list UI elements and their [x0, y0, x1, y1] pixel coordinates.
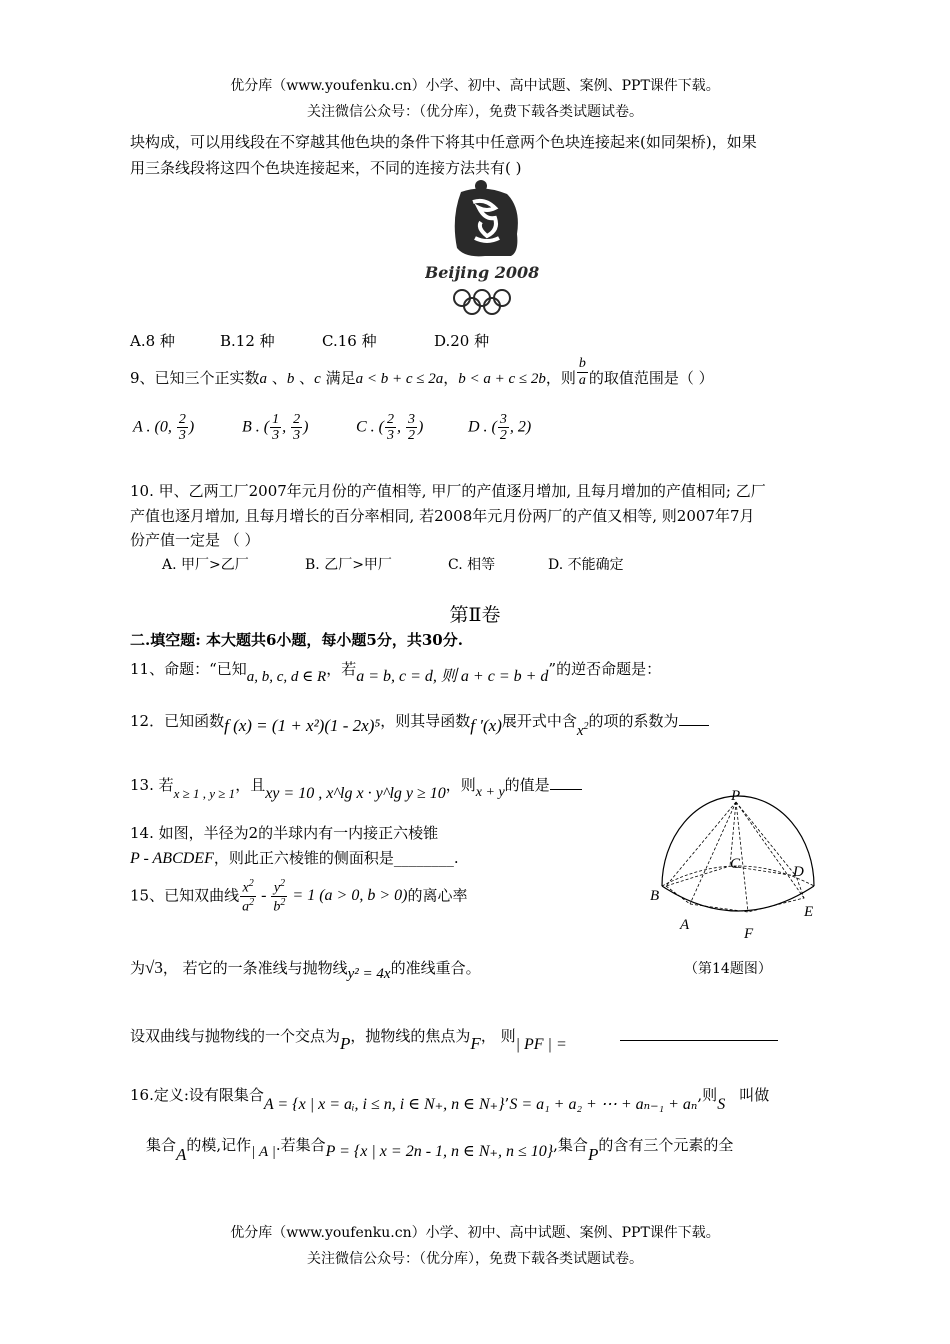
q15-line-2	[130, 957, 481, 982]
q11-prefix: 11、命题：“已知	[130, 660, 247, 678]
header-line-2: 关注微信公众号：（优分库），免费下载各类试题试卷。	[307, 104, 643, 120]
q8-option-d: D.20 种	[434, 332, 490, 350]
q15-answer-blank[interactable]	[620, 1040, 778, 1041]
q13-prefix: 13. 若	[130, 776, 174, 794]
q12-answer-blank[interactable]	[679, 725, 709, 726]
q12-tail-2: 的项的系数为	[588, 712, 679, 730]
q16-s: S	[717, 1096, 726, 1113]
q16-setdef: A = {x | x = aᵢ, i ≤ n, i ∈ N₊, n ∈ N₊}	[263, 1096, 505, 1113]
label-c: C	[730, 856, 741, 872]
q16-line-1: 16.定义:设有限集合A = {x | x = aᵢ, i ≤ n, i ∈ N₊, n ∈ N₊}’S = a₁ + a₂ + ⋯ + aₙ₋₁ + aₙ,则S叫做	[130, 1086, 770, 1113]
q15-line-3b: ，抛物线的焦点为	[350, 1027, 471, 1045]
q8-option-b: B.12 种	[220, 332, 275, 350]
q13-expr: x + y	[475, 785, 505, 800]
section-2-title: 第Ⅱ卷	[449, 604, 501, 626]
q16-sumdef: S = a₁ + a₂ + ⋯ + aₙ₋₁ + aₙ	[509, 1096, 698, 1113]
q16-set-p: P = {x | x = 2n - 1, n ∈ N₊, n ≤ 10}	[325, 1143, 554, 1160]
q13-tail: 的值是	[504, 776, 550, 794]
q8-text-1: 块构成，可以用线段在不穿越其他色块的条件下将其中任意两个色块连接起来(如同架桥)，如果	[130, 133, 757, 151]
q11	[130, 656, 662, 685]
q9-cond-label: 满足	[325, 369, 356, 387]
q9-option-b: B . ( $\frac{1}{3}$ , $\frac{2}{3}$ )	[242, 412, 309, 444]
q8-text-2: 用三条线段将这四个色块连接起来，不同的连接方法共有( )	[130, 159, 522, 177]
q9-cond-1: a < b + c ≤ 2a	[355, 371, 444, 387]
q15-pf: | PF | =	[515, 1036, 567, 1053]
footer-line-2: 关注微信公众号：（优分库），免费下载各类试题试卷。	[307, 1251, 643, 1267]
q9-then: ，则	[545, 369, 576, 387]
q10-option-c: C. 相等	[448, 557, 496, 573]
q15-line-2a: 为	[130, 959, 146, 977]
q15-sqrt: √3	[145, 958, 163, 977]
q9-option-a: A . (0, $\frac{2}{3}$ )	[133, 412, 195, 444]
q16-line-2b: 的模,记作	[186, 1136, 252, 1154]
q16-line-2e: 的含有三个元素的全	[598, 1136, 734, 1154]
q10-text-3: 份产值一定是 （ ）	[130, 531, 260, 549]
q15-line-2b: ， 若它的一条准线与抛物线	[162, 959, 348, 977]
q8-option-a: A.8 种	[130, 332, 175, 350]
q11-cond: a = b, c = d, 则 a + c = b + d	[356, 668, 549, 685]
footer-line-1: 优分库（www.youfenku.cn）小学、初中、高中试题、案例、PPT课件下载。	[230, 1225, 720, 1241]
q13-cond-1: x ≥ 1 , y ≥ 1	[173, 786, 236, 801]
q15-equation: $\frac{x^2}{a^2}$ - $\frac{y^2}{b^2}$ = 1 (a > 0, b > 0)	[242, 878, 408, 915]
q12-tail-1: 展开式中含	[501, 712, 577, 730]
q15-line-3a: 设双曲线与抛物线的一个交点为	[130, 1027, 341, 1045]
q10-option-b: B. 乙厂>甲厂	[305, 557, 392, 573]
logo-caption: Beijing 2008	[425, 263, 540, 282]
q15-prefix: 15、已知双曲线	[130, 886, 240, 905]
q13-mid: ，且	[235, 776, 266, 794]
label-f: F	[744, 926, 754, 942]
q10-option-d: D. 不能确定	[548, 557, 624, 573]
q14-text-1: 14. 如图，半径为2的半球内有一内接正六棱锥	[130, 824, 439, 842]
q13-answer-blank[interactable]	[550, 789, 582, 790]
q9-cond-2: b < a + c ≤ 2b	[458, 371, 546, 387]
q15-tail: 的离心率	[407, 886, 468, 905]
section-2-intro: 二.填空题: 本大题共6小题，每小题5分，共30分.	[130, 631, 463, 649]
q15-focus-f: F	[470, 1034, 481, 1053]
q10-option-a: A. 甲厂>乙厂	[162, 557, 249, 573]
q9-option-d: D . ( $\frac{3}{2}$ , 2)	[468, 412, 532, 444]
label-b: B	[650, 888, 660, 904]
q9-option-c: C . ( $\frac{2}{3}$ , $\frac{3}{2}$ )	[356, 412, 424, 444]
q12: 12．已知函数f (x) = (1 + x²)(1 - 2x)⁵，则其导函数f ′(x)展开式中含$x^2$的项的系数为	[130, 710, 709, 731]
q14-pyramid: P - ABCDEF	[130, 850, 214, 867]
q9-prefix: 9、已知三个正实数	[130, 369, 260, 387]
q11-tail: ”的逆否命题是：	[548, 660, 662, 678]
q13	[130, 774, 582, 802]
q15-point-p: P	[340, 1034, 351, 1053]
q16-tail-2: 叫做	[739, 1086, 770, 1104]
olympic-emblem-icon	[425, 178, 540, 318]
q16-line-2	[146, 1134, 734, 1164]
header-line-1: 优分库（www.youfenku.cn）小学、初中、高中试题、案例、PPT课件下载。	[230, 78, 720, 94]
q12-deriv: f ′(x)	[470, 716, 502, 735]
q15-line-1	[130, 878, 467, 915]
label-d: D	[793, 864, 804, 880]
q16-a: A	[176, 1145, 187, 1164]
q11-set: a, b, c, d ∈ R	[246, 669, 327, 685]
q12-func: f (x) = (1 + x²)(1 - 2x)⁵	[224, 716, 381, 735]
q16-line-2d: ,集合	[553, 1136, 588, 1154]
q15-line-3	[130, 1025, 567, 1053]
label-e: E	[804, 904, 814, 920]
q16-p: P	[587, 1145, 599, 1164]
label-a: A	[680, 917, 690, 933]
label-p: P	[731, 788, 741, 804]
q11-mid: ，若	[326, 660, 357, 678]
q10-text-2: 产值也逐月增加, 且每月增长的百分率相同, 若2008年元月份两厂的产值又相等, 则2007年7月	[130, 507, 755, 525]
figure-14-caption: （第14题图）	[684, 961, 772, 977]
q15-line-3c: ， 则	[480, 1027, 516, 1045]
q10-text-1: 10. 甲、乙两工厂2007年元月份的产值相等, 甲厂的产值逐月增加, 且每月增加的产值相同; 乙厂	[130, 482, 766, 500]
q14-line-2	[130, 847, 459, 868]
q14-text-2: ，则此正六棱锥的侧面积是________.	[213, 849, 459, 867]
q16-line-2a: 集合	[146, 1136, 177, 1154]
q9-tail: 的取值范围是（ ）	[588, 369, 714, 387]
beijing-2008-logo	[425, 178, 540, 318]
q16-tail-1: ,则	[697, 1086, 718, 1104]
q16-prefix: 16.定义:设有限集合	[130, 1086, 264, 1104]
q16-line-2c: .若集合	[275, 1136, 326, 1154]
hemisphere-pyramid-diagram	[648, 786, 828, 951]
q12-mid: ，则其导函数	[380, 712, 471, 730]
q9-stem: 9、已知三个正实数a 、b 、c 满足a < b + c ≤ 2a，b < a + c ≤ 2b，则 $\frac{b}{a}$ 的取值范围是（ ）	[130, 356, 714, 388]
q16-abs-a: | A |	[251, 1144, 276, 1160]
q8-option-c: C.16 种	[322, 332, 377, 350]
q15-line-2c: 的准线重合。	[390, 959, 481, 977]
q12-prefix: 12．已知函数	[130, 712, 225, 730]
hemisphere-figure	[648, 786, 828, 951]
q9-ratio: $\frac{b}{a}$	[578, 356, 586, 388]
q13-then: ，则	[445, 776, 476, 794]
q15-parabola: y² = 4x	[347, 966, 391, 982]
q13-cond-2: xy = 10 , x^lg x · y^lg y ≥ 10	[265, 785, 446, 802]
